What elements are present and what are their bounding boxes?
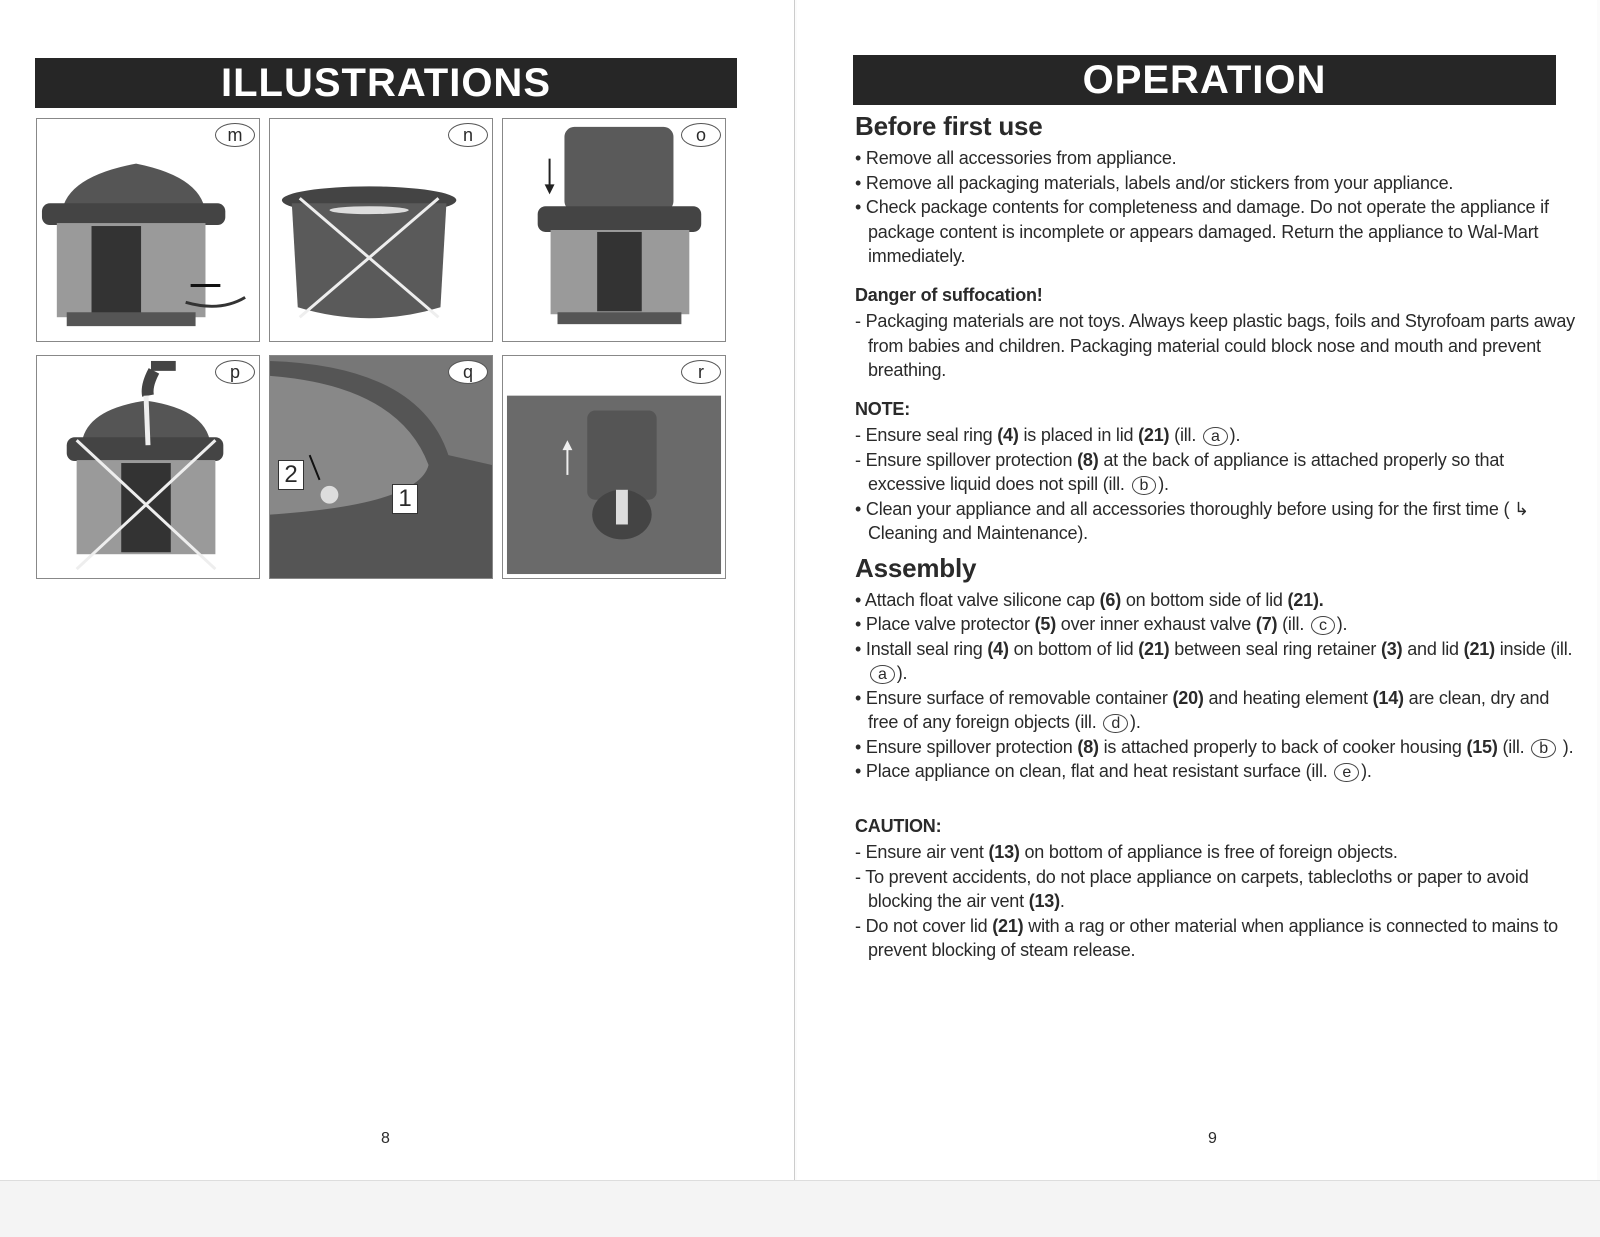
part-number: (15) bbox=[1466, 736, 1498, 757]
section-heading: Before first use bbox=[855, 111, 1043, 141]
item-text: on bottom of appliance is free of foreign objects. bbox=[1019, 842, 1398, 862]
inner-pot-prohibited-image bbox=[270, 119, 492, 341]
item-text: over inner exhaust valve bbox=[1056, 614, 1256, 634]
left-page bbox=[0, 0, 795, 1180]
part-number: (21) bbox=[1463, 638, 1495, 659]
list-item bbox=[855, 686, 1575, 735]
part-number: (13) bbox=[1028, 891, 1060, 911]
illustration-m bbox=[36, 118, 260, 342]
item-text: ). bbox=[1557, 736, 1574, 757]
item-text: • Ensure surface of removable container bbox=[855, 687, 1173, 708]
item-text: (ill. bbox=[1497, 736, 1530, 757]
list-item bbox=[855, 735, 1575, 760]
item-text: • Remove all packaging materials, labels and/or stickers from your appliance. bbox=[855, 172, 1454, 193]
part-number: (7) bbox=[1255, 614, 1278, 634]
list-item bbox=[855, 612, 1575, 637]
part-number: (13) bbox=[988, 842, 1020, 862]
item-text: ). bbox=[1229, 425, 1241, 445]
item-text: - Do not cover lid bbox=[855, 915, 993, 936]
part-number: (21) bbox=[1138, 638, 1170, 659]
item-text: • Install seal ring bbox=[855, 638, 988, 659]
item-text: ). bbox=[1361, 761, 1372, 781]
item-text: are clean, dry and free of any foreign objects (ill. bbox=[868, 687, 1550, 732]
part-number: (21) bbox=[992, 915, 1024, 936]
list-item bbox=[855, 914, 1575, 963]
item-text: • Place appliance on clean, flat and heat resistant surface (ill. bbox=[855, 761, 1333, 781]
list-item bbox=[855, 195, 1575, 269]
part-number: (5) bbox=[1034, 614, 1056, 634]
item-text: on bottom side of lid bbox=[1121, 589, 1288, 610]
part-number: (21). bbox=[1287, 589, 1324, 610]
illustration-p bbox=[36, 355, 260, 579]
operation-header: OPERATION bbox=[853, 55, 1556, 105]
item-text: - To prevent accidents, do not place appliance on carpets, tablecloths or paper to avoid blocking the air vent bbox=[855, 866, 1529, 911]
callout-1: 1 bbox=[392, 484, 418, 514]
section-heading: Danger of suffocation! bbox=[855, 284, 1043, 305]
item-text: ). bbox=[1130, 712, 1141, 732]
float-valve-detail-image bbox=[503, 356, 725, 578]
list-item bbox=[855, 448, 1575, 497]
page-number: 8 bbox=[381, 1130, 390, 1147]
illustration-ref: b bbox=[1531, 739, 1556, 758]
item-text: • Remove all accessories from appliance. bbox=[855, 148, 1177, 168]
section-heading: CAUTION: bbox=[855, 815, 942, 836]
illustration-label: m bbox=[215, 123, 255, 147]
list-item bbox=[855, 840, 1575, 865]
illustration-o bbox=[502, 118, 726, 342]
list-item bbox=[855, 865, 1575, 914]
illustration-q bbox=[269, 355, 493, 579]
list-item bbox=[855, 423, 1575, 448]
part-number: (3) bbox=[1381, 638, 1403, 659]
illustration-ref: e bbox=[1334, 763, 1359, 782]
operation-content bbox=[855, 110, 1575, 963]
insert-inner-pot-image bbox=[503, 119, 725, 341]
illustration-r bbox=[502, 355, 726, 579]
part-number: (14) bbox=[1372, 687, 1404, 708]
part-number: (4) bbox=[987, 638, 1009, 659]
illustration-label: q bbox=[448, 360, 488, 384]
part-number: (21) bbox=[1138, 425, 1170, 445]
callout-2: 2 bbox=[278, 460, 304, 490]
part-number: (4) bbox=[997, 425, 1019, 445]
pressure-cooker-unplug-image bbox=[37, 119, 259, 341]
illustration-n bbox=[269, 118, 493, 342]
illustration-label: p bbox=[215, 360, 255, 384]
item-text: ). bbox=[896, 663, 908, 683]
list-item bbox=[855, 588, 1575, 613]
list-item bbox=[855, 146, 1575, 171]
item-text: and lid bbox=[1402, 638, 1464, 659]
item-text: • Clean your appliance and all accessories thoroughly before using for the first time ( ↳ Cleaning and Maintenance). bbox=[855, 498, 1529, 543]
illustration-ref: d bbox=[1103, 714, 1128, 733]
list-item bbox=[855, 309, 1575, 383]
item-text: is placed in lid bbox=[1018, 425, 1139, 445]
part-number: (6) bbox=[1099, 589, 1122, 610]
item-text: inside (ill. bbox=[1494, 638, 1573, 659]
illustration-ref: c bbox=[1311, 616, 1335, 635]
item-text: is attached properly to back of cooker housing bbox=[1098, 736, 1467, 757]
part-number: (20) bbox=[1172, 687, 1204, 708]
item-text: with a rag or other material when appliance is connected to mains to prevent blocking of steam release. bbox=[868, 915, 1558, 960]
item-text: and heating element bbox=[1203, 687, 1373, 708]
right-page bbox=[797, 0, 1597, 1180]
illustration-label: r bbox=[681, 360, 721, 384]
list-item bbox=[855, 759, 1575, 784]
illustration-ref: a bbox=[870, 665, 895, 684]
do-not-rinse-under-tap-image bbox=[37, 356, 259, 578]
section-heading: Assembly bbox=[855, 552, 977, 583]
item-text: (ill. bbox=[1169, 425, 1201, 445]
section-heading: NOTE: bbox=[855, 398, 910, 419]
item-text: • Place valve protector bbox=[855, 614, 1035, 634]
item-text: - Ensure seal ring bbox=[855, 425, 998, 445]
list-item bbox=[855, 171, 1575, 196]
part-number: (8) bbox=[1077, 449, 1099, 470]
item-text: - Packaging materials are not toys. Always keep plastic bags, foils and Styrofoam parts away from babies and children. Packaging material could block nose and mouth and prevent breathing. bbox=[855, 311, 1575, 380]
item-text: on bottom of lid bbox=[1008, 638, 1139, 659]
item-text: • Attach float valve silicone cap bbox=[855, 589, 1100, 610]
item-text: • Check package contents for completeness and damage. Do not operate the appliance if package content is incomplete or appears damaged. Return the appliance to Wal-Mart immediately. bbox=[855, 197, 1549, 266]
illustration-ref: a bbox=[1203, 427, 1228, 446]
item-text: - Ensure spillover protection bbox=[855, 449, 1078, 470]
list-item bbox=[855, 637, 1575, 686]
page-number: 9 bbox=[1208, 1130, 1217, 1147]
item-text: ). bbox=[1158, 474, 1169, 494]
item-text: (ill. bbox=[1277, 614, 1309, 634]
illustration-label: o bbox=[681, 123, 721, 147]
item-text: - Ensure air vent bbox=[855, 842, 989, 862]
item-text: at the back of appliance is attached properly so that excessive liquid does not spill (ill. bbox=[868, 449, 1504, 494]
illustration-ref: b bbox=[1132, 476, 1157, 495]
item-text: . bbox=[1059, 891, 1065, 911]
part-number: (8) bbox=[1077, 736, 1099, 757]
scan-bottom-margin bbox=[0, 1180, 1600, 1237]
item-text: • Ensure spillover protection bbox=[855, 736, 1078, 757]
illustrations-header: ILLUSTRATIONS bbox=[35, 58, 737, 108]
item-text: ). bbox=[1336, 614, 1348, 634]
illustration-label: n bbox=[448, 123, 488, 147]
list-item bbox=[855, 497, 1575, 546]
item-text: between seal ring retainer bbox=[1169, 638, 1382, 659]
